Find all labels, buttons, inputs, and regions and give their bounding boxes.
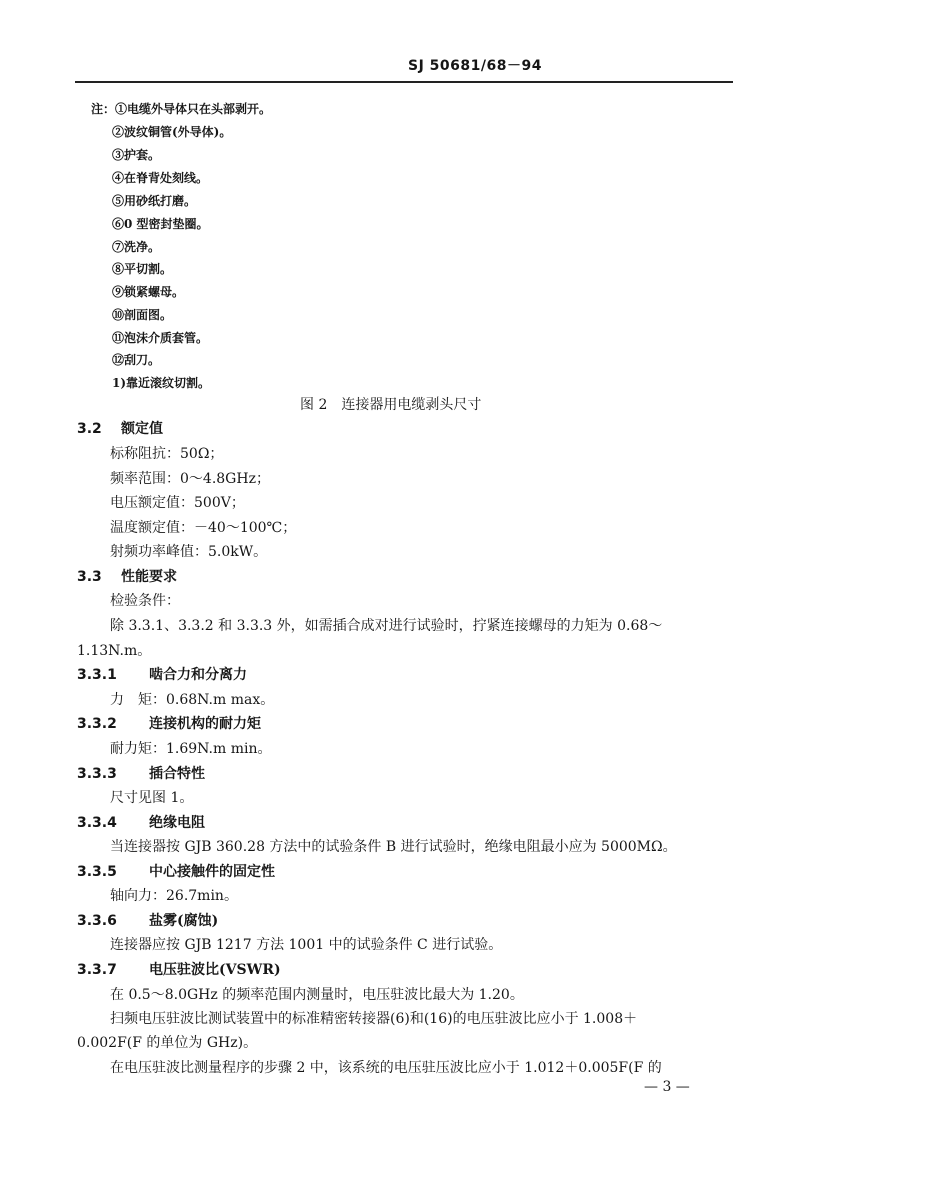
page-number: — 3 — <box>644 1079 690 1095</box>
section-number: 3.3.5 <box>77 864 117 880</box>
section-number: 3.3.3 <box>77 766 117 782</box>
section-title: 电压驻波比(VSWR) <box>149 962 281 978</box>
section-title: 盐雾(腐蚀) <box>149 913 219 929</box>
rating-line: 电压额定值：500V； <box>110 495 245 511</box>
header-rule <box>75 81 733 83</box>
section-number: 3.3.6 <box>77 913 117 929</box>
note-item: ⑥0 型密封垫圈。 <box>112 217 209 231</box>
section-3-3-2-heading <box>77 713 261 733</box>
section-number: 3.3.7 <box>77 962 117 978</box>
section-title: 性能要求 <box>121 569 177 585</box>
section-title: 插合特性 <box>149 766 205 782</box>
section-number: 3.3.1 <box>77 667 117 683</box>
paragraph-line: 在 0.5～8.0GHz 的频率范围内测量时，电压驻波比最大为 1.20。 <box>110 987 524 1003</box>
section-title: 中心接触件的固定性 <box>149 864 275 880</box>
section-body: 当连接器按 GJB 360.28 方法中的试验条件 B 进行试验时，绝缘电阻最小应为 5000MΩ。 <box>110 839 677 855</box>
section-body: 尺寸见图 1。 <box>110 790 194 806</box>
paragraph-line: 除 3.3.1、3.3.2 和 3.3.3 外，如需插合成对进行试验时，拧紧连接螺母的力矩为 0.68～ <box>110 618 663 634</box>
test-condition-label: 检验条件： <box>110 593 180 609</box>
section-number: 3.2 <box>77 421 102 437</box>
notes-first-line <box>91 100 271 117</box>
note-item: 1)靠近滚纹切割。 <box>112 376 211 390</box>
paragraph-line: 1.13N.m。 <box>77 643 152 659</box>
section-3-3-1-heading <box>77 664 247 684</box>
note-item: ②波纹铜管(外导体)。 <box>112 125 232 139</box>
rating-line: 标称阻抗：50Ω； <box>110 446 224 462</box>
note-item: ①电缆外导体只在头部剥开。 <box>115 102 272 116</box>
note-item: ⑦洗净。 <box>112 240 161 254</box>
notes-prefix: 注： <box>91 102 116 116</box>
rating-line: 射频功率峰值：5.0kW。 <box>110 544 268 560</box>
section-3-3-heading <box>77 566 177 586</box>
section-3-2-heading <box>77 418 163 438</box>
section-number: 3.3.2 <box>77 716 117 732</box>
document-header-code: SJ 50681/68－94 <box>408 58 542 74</box>
paragraph-line: 扫频电压驻波比测试装置中的标准精密转接器(6)和(16)的电压驻波比应小于 1.008＋ <box>110 1011 638 1027</box>
note-item: ③护套。 <box>112 148 161 162</box>
section-number: 3.3.4 <box>77 815 117 831</box>
section-3-3-4-heading <box>77 812 205 832</box>
section-number: 3.3 <box>77 569 102 585</box>
note-item: ⑫刮刀。 <box>112 353 161 367</box>
paragraph-line: 在电压驻波比测量程序的步骤 2 中，该系统的电压驻压波比应小于 1.012＋0.005F(F 的 <box>110 1060 662 1076</box>
paragraph-line: 0.002F(F 的单位为 GHz)。 <box>77 1035 258 1051</box>
section-title: 啮合力和分离力 <box>149 667 247 683</box>
note-item: ⑨锁紧螺母。 <box>112 285 185 299</box>
section-body: 耐力矩：1.69N.m min。 <box>110 741 272 757</box>
section-title: 连接机构的耐力矩 <box>149 716 261 732</box>
rating-line: 频率范围：0～4.8GHz； <box>110 471 270 487</box>
rating-line: 温度额定值：－40～100℃； <box>110 520 297 536</box>
section-title: 绝缘电阻 <box>149 815 205 831</box>
section-3-3-3-heading <box>77 763 205 783</box>
section-body: 轴向力：26.7min。 <box>110 888 238 904</box>
section-3-3-5-heading <box>77 861 275 881</box>
section-body: 连接器应按 GJB 1217 方法 1001 中的试验条件 C 进行试验。 <box>110 937 503 953</box>
note-item: ⑪泡沫介质套管。 <box>112 331 209 345</box>
note-item: ⑩剖面图。 <box>112 308 173 322</box>
section-body: 力 矩：0.68N.m max。 <box>110 692 275 708</box>
note-item: ④在脊背处刻线。 <box>112 171 209 185</box>
note-item: ⑤用砂纸打磨。 <box>112 194 197 208</box>
note-item: ⑧平切割。 <box>112 262 173 276</box>
section-title: 额定值 <box>121 421 163 437</box>
figure-caption: 图 2 连接器用电缆剥头尺寸 <box>300 397 482 413</box>
section-3-3-7-heading <box>77 959 281 979</box>
section-3-3-6-heading <box>77 910 218 930</box>
